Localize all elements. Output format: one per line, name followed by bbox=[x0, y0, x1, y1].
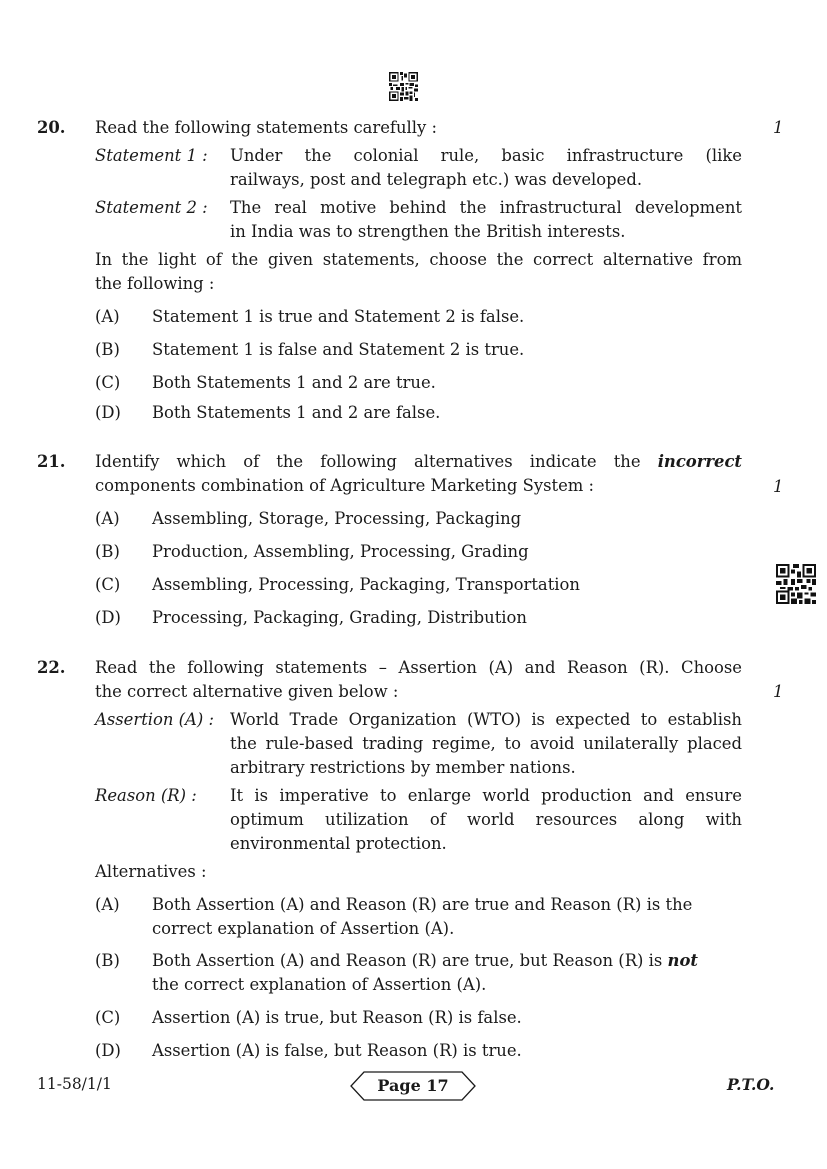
statement-1-label: Statement 1 : bbox=[95, 146, 208, 165]
paper-code: 11-58/1/1 bbox=[37, 1075, 112, 1093]
qr-code-icon bbox=[776, 564, 816, 604]
option-label: (D) bbox=[95, 1041, 121, 1060]
question-marks: 1 bbox=[773, 118, 784, 137]
assertion-line: the rule-based trading regime, to avoid unilaterally placed bbox=[230, 734, 742, 753]
question-number: 20. bbox=[37, 118, 66, 137]
question-stem: components combination of Agriculture Marketing System : bbox=[95, 476, 595, 495]
option-label: (C) bbox=[95, 575, 121, 594]
reason-line: environmental protection. bbox=[230, 834, 447, 853]
option-label: (D) bbox=[95, 403, 121, 422]
please-turn-over: P.T.O. bbox=[727, 1075, 775, 1094]
assertion-line: World Trade Organization (WTO) is expected to establish bbox=[230, 710, 742, 729]
option-text: Statement 1 is true and Statement 2 is false. bbox=[152, 307, 525, 326]
qr-code-icon bbox=[389, 72, 418, 101]
option-text: correct explanation of Assertion (A). bbox=[152, 919, 455, 938]
option-label: (A) bbox=[95, 307, 120, 326]
question-marks: 1 bbox=[773, 682, 784, 701]
reason-line: It is imperative to enlarge world production and ensure bbox=[230, 786, 742, 805]
option-text: Both Assertion (A) and Reason (R) are true and Reason (R) is the bbox=[152, 895, 693, 914]
statement-2-line: in India was to strengthen the British interests. bbox=[230, 222, 626, 241]
option-text: the correct explanation of Assertion (A). bbox=[152, 975, 487, 994]
statement-1-line: railways, post and telegraph etc.) was developed. bbox=[230, 170, 643, 189]
page-number-badge bbox=[350, 1071, 476, 1101]
option-label: (B) bbox=[95, 951, 120, 970]
option-label: (A) bbox=[95, 895, 120, 914]
assertion-label: Assertion (A) : bbox=[95, 710, 215, 729]
question-marks: 1 bbox=[773, 477, 784, 496]
reason-label: Reason (R) : bbox=[95, 786, 197, 805]
option-text: Assembling, Processing, Packaging, Transportation bbox=[152, 575, 580, 594]
alternatives-label: Alternatives : bbox=[95, 862, 207, 881]
option-text: Assertion (A) is true, but Reason (R) is false. bbox=[152, 1008, 522, 1027]
question-number: 22. bbox=[37, 658, 66, 677]
option-text: Statement 1 is false and Statement 2 is true. bbox=[152, 340, 525, 359]
emphasis-text: not bbox=[667, 951, 698, 970]
option-label: (B) bbox=[95, 340, 120, 359]
option-text: Assertion (A) is false, but Reason (R) is true. bbox=[152, 1041, 522, 1060]
option-text: Both Statements 1 and 2 are true. bbox=[152, 373, 436, 392]
option-label: (A) bbox=[95, 509, 120, 528]
option-text: Production, Assembling, Processing, Grading bbox=[152, 542, 529, 561]
question-stem: the correct alternative given below : bbox=[95, 682, 399, 701]
option-label: (C) bbox=[95, 1008, 121, 1027]
option-text: Both Statements 1 and 2 are false. bbox=[152, 403, 441, 422]
option-label: (B) bbox=[95, 542, 120, 561]
page-number: Page 17 bbox=[377, 1076, 449, 1095]
question-stem: Read the following statements – Assertion (A) and Reason (R). Choose bbox=[95, 658, 742, 677]
option-label: (D) bbox=[95, 608, 121, 627]
statement-2-label: Statement 2 : bbox=[95, 198, 208, 217]
option-label: (C) bbox=[95, 373, 121, 392]
statement-2-line: The real motive behind the infrastructural development bbox=[230, 198, 742, 217]
option-text: Both Assertion (A) and Reason (R) are true, but Reason (R) is not bbox=[152, 951, 698, 970]
option-text: Assembling, Storage, Processing, Packaging bbox=[152, 509, 522, 528]
question-stem: Read the following statements carefully : bbox=[95, 118, 438, 137]
option-text: Processing, Packaging, Grading, Distribution bbox=[152, 608, 527, 627]
statement-1-line: Under the colonial rule, basic infrastructure (like bbox=[230, 146, 742, 165]
emphasis-text: incorrect bbox=[657, 452, 742, 471]
reason-line: optimum utilization of world resources along with bbox=[230, 810, 742, 829]
question-prompt: the following : bbox=[95, 274, 215, 293]
question-stem: Identify which of the following alternatives indicate the incorrect bbox=[95, 452, 742, 471]
question-prompt: In the light of the given statements, choose the correct alternative from bbox=[95, 250, 742, 269]
assertion-line: arbitrary restrictions by member nations. bbox=[230, 758, 576, 777]
question-number: 21. bbox=[37, 452, 66, 471]
